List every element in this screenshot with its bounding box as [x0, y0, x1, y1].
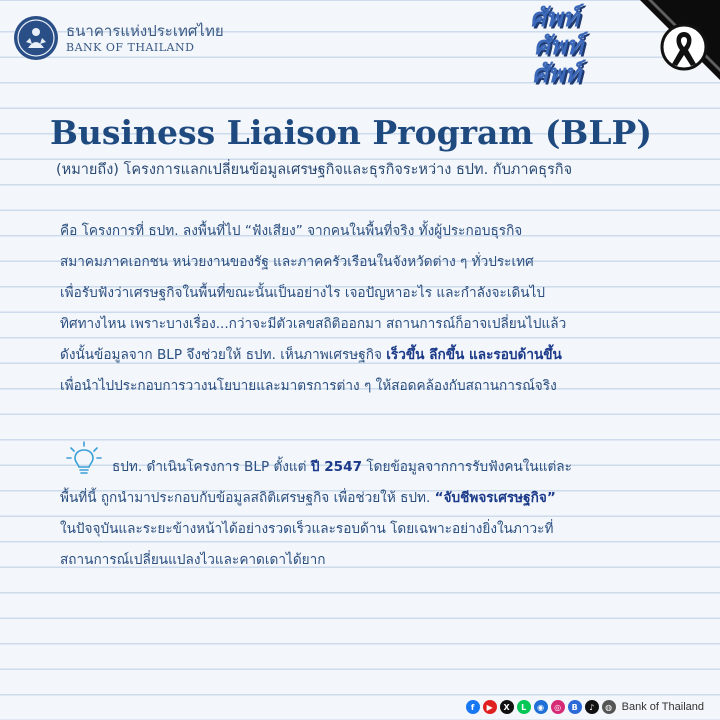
globe-icon[interactable]: ◍	[602, 700, 616, 714]
footer-brand-label: Bank of Thailand	[621, 701, 704, 713]
line-text: พื้นที่นี้ ถูกนำมาประกอบกับข้อมูลสถิติเศรษฐกิจ เพื่อช่วยให้ ธปท.	[60, 490, 435, 506]
series-word-3: ศัพท์	[532, 59, 581, 88]
paragraph-line	[60, 340, 710, 371]
bot-logo	[14, 16, 224, 60]
series-word-1: ศัพท์	[530, 3, 579, 32]
b-icon[interactable]: B	[568, 700, 582, 714]
social-footer	[466, 697, 704, 717]
line-text: ธปท. ดำเนินโครงการ BLP ตั้งแต่	[112, 459, 311, 475]
paragraph-line	[60, 483, 710, 514]
paragraph-line: สถานการณ์เปลี่ยนแปลงไวและคาดเดาได้ยาก	[60, 552, 326, 568]
highlight-text: “จับชีพจรเศรษฐกิจ”	[434, 490, 556, 506]
youtube-icon[interactable]: ▶	[483, 700, 497, 714]
paragraph-line: ในปัจจุบันและระยะข้างหน้าได้อย่างรวดเร็วและรอบด้าน โดยเฉพาะอย่างยิ่งในภาวะที่	[60, 521, 554, 537]
highlight-text: ปี 2547	[310, 459, 363, 475]
paragraph-line: เพื่อรับฟังว่าเศรษฐกิจในพื้นที่ขณะนั้นเป็นอย่างไร เจอปัญหาอะไร และกำลังจะเดินไป	[60, 285, 546, 301]
highlight-text: เร็วขึ้น ลึกขึ้น และรอบด้านขึ้น	[386, 347, 562, 363]
line-icon[interactable]: L	[517, 700, 531, 714]
line-text: ดังนั้นข้อมูลจาก BLP จึงช่วยให้ ธปท. เห็นภาพเศรษฐกิจ	[60, 347, 387, 363]
page-title: Business Liaison Program (BLP)	[50, 113, 652, 152]
org-name-en: BANK OF THAILAND	[66, 40, 195, 54]
social-icon-row	[466, 700, 616, 714]
paragraph-line: ทิศทางไหน เพราะบางเรื่อง...กว่าจะมีตัวเลขสถิติออกมา สถานการณ์ก็อาจเปลี่ยนไปแล้ว	[60, 316, 567, 332]
paragraph-line	[60, 452, 710, 483]
history-paragraph	[60, 452, 710, 576]
series-word-2: ศัพท์	[534, 31, 583, 60]
bot-seal-icon	[14, 16, 58, 60]
tiktok-icon[interactable]: ♪	[585, 700, 599, 714]
blockdit-icon[interactable]: ◉	[534, 700, 548, 714]
paragraph-line: สมาคมภาคเอกชน หน่วยงานของรัฐ และภาคครัวเรือนในจังหวัดต่าง ๆ ทั่วประเทศ	[60, 254, 534, 270]
definition-paragraph	[60, 216, 710, 402]
org-name-thai: ธนาคารแห่งประเทศไทย	[66, 21, 224, 40]
mourning-ribbon-corner	[600, 0, 720, 120]
instagram-icon[interactable]: ◎	[551, 700, 565, 714]
paragraph-line: เพื่อนำไปประกอบการวางนโยบายและมาตรการต่าง ๆ ให้สอดคล้องกับสถานการณ์จริง	[60, 378, 557, 394]
paragraph-line: คือ โครงการที่ ธปท. ลงพื้นที่ไป “ฟังเสียง” จากคนในพื้นที่จริง ทั้งผู้ประกอบธุรกิจ	[60, 223, 523, 239]
x-icon[interactable]: X	[500, 700, 514, 714]
mourning-ribbon-icon	[662, 25, 706, 69]
line-text: โดยข้อมูลจากการรับฟังคนในแต่ละ	[362, 459, 572, 475]
page-subtitle: (หมายถึง) โครงการแลกเปลี่ยนข้อมูลเศรษฐกิจและธุรกิจระหว่าง ธปท. กับภาคธุรกิจ	[56, 162, 573, 178]
facebook-icon[interactable]: f	[466, 700, 480, 714]
